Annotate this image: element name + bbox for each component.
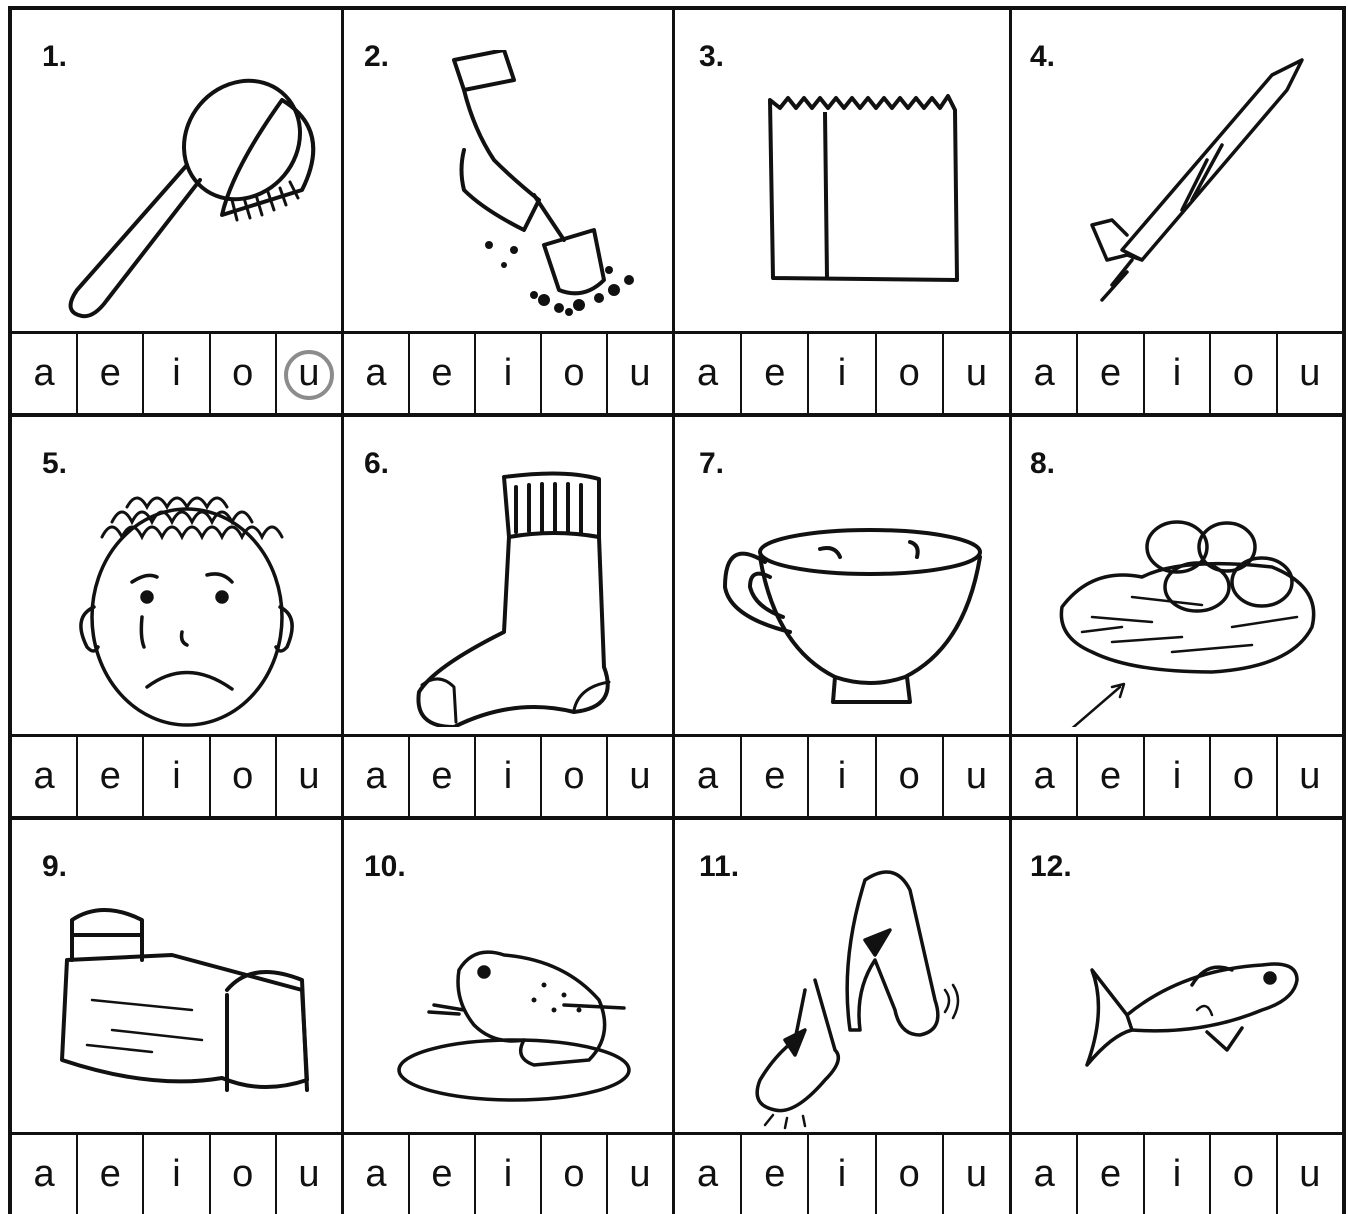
vowel-choices: [1012, 334, 1342, 413]
sad-face-icon: [32, 457, 322, 727]
digging-trowel-icon: [364, 50, 654, 320]
picture-area: [12, 10, 341, 334]
vowel-a[interactable]: a: [33, 755, 55, 797]
item-cell: [12, 820, 341, 1214]
item-cell: [341, 417, 672, 816]
vowel-i[interactable]: i: [807, 334, 874, 413]
vowel-a[interactable]: a: [1033, 755, 1055, 797]
item-number: 5.: [42, 447, 68, 480]
item-cell: [672, 10, 1009, 413]
vowel-o[interactable]: o: [540, 334, 606, 413]
vowel-choices: [675, 334, 1009, 413]
item-cell: [341, 820, 672, 1214]
item-cell: [672, 820, 1009, 1214]
vowel-u[interactable]: u: [275, 737, 341, 816]
item-cell: [12, 417, 341, 816]
vowel-e[interactable]: e: [740, 1135, 807, 1214]
tap-shoes-icon: [695, 860, 985, 1130]
vowel-i[interactable]: i: [1143, 1135, 1209, 1214]
picture-area: [12, 417, 341, 737]
vowel-a[interactable]: a: [33, 1153, 55, 1195]
vowel-u[interactable]: u: [606, 334, 672, 413]
vowel-i[interactable]: i: [474, 737, 540, 816]
vowel-u[interactable]: u: [275, 334, 341, 413]
frog-icon: [364, 860, 654, 1130]
vowel-o[interactable]: o: [540, 1135, 606, 1214]
vowel-choices: [1012, 737, 1342, 816]
vowel-i[interactable]: i: [807, 737, 874, 816]
picture-area: [344, 10, 672, 334]
picture-area: [675, 10, 1009, 334]
picture-area: [344, 417, 672, 737]
item-number: 10.: [364, 850, 406, 883]
vowel-a[interactable]: a: [697, 755, 719, 797]
vowel-u[interactable]: u: [1276, 1135, 1342, 1214]
vowel-a[interactable]: a: [1033, 1153, 1055, 1195]
picture-area: [675, 417, 1009, 737]
item-number: 4.: [1030, 40, 1056, 73]
vowel-i[interactable]: i: [142, 1135, 208, 1214]
fish-icon: [1032, 860, 1322, 1130]
vowel-o[interactable]: o: [209, 334, 275, 413]
item-cell: [12, 10, 341, 413]
vowel-e[interactable]: e: [740, 737, 807, 816]
jet-icon: [1032, 50, 1322, 320]
item-cell: [1009, 820, 1342, 1214]
vowel-a[interactable]: a: [365, 755, 387, 797]
item-number: 12.: [1030, 850, 1072, 883]
item-cell: [1009, 10, 1342, 413]
worksheet-row: [12, 10, 1342, 413]
worksheet-row: [12, 413, 1342, 816]
vowel-choices: [344, 334, 672, 413]
vowel-e[interactable]: e: [408, 737, 474, 816]
item-number: 6.: [364, 447, 390, 480]
vowel-i[interactable]: i: [1143, 737, 1209, 816]
vowel-a[interactable]: a: [697, 1153, 719, 1195]
vowel-choices: [344, 737, 672, 816]
vowel-o[interactable]: o: [875, 737, 942, 816]
vowel-choices: [1012, 1135, 1342, 1214]
worksheet-row: [12, 816, 1342, 1214]
vowel-o[interactable]: o: [209, 1135, 275, 1214]
item-number: 1.: [42, 40, 68, 73]
vowel-choices: [675, 1135, 1009, 1214]
vowel-u[interactable]: u: [942, 737, 1009, 816]
item-cell: [1009, 417, 1342, 816]
vowel-e[interactable]: e: [1076, 737, 1142, 816]
vowel-o[interactable]: o: [1209, 334, 1275, 413]
teacup-icon: [695, 457, 985, 727]
answer-circle: [284, 350, 334, 400]
vowel-e[interactable]: e: [740, 334, 807, 413]
vowel-e[interactable]: e: [408, 1135, 474, 1214]
vowel-a[interactable]: a: [1033, 352, 1055, 394]
vowel-u[interactable]: u: [1276, 737, 1342, 816]
picture-area: [675, 820, 1009, 1135]
item-number: 7.: [699, 447, 725, 480]
vowel-i[interactable]: i: [474, 334, 540, 413]
item-cell: [672, 417, 1009, 816]
item-number: 2.: [364, 40, 390, 73]
vowel-o[interactable]: o: [1209, 1135, 1275, 1214]
vowel-i[interactable]: i: [1143, 334, 1209, 413]
vowel-a[interactable]: a: [365, 352, 387, 394]
vowel-u[interactable]: u: [606, 737, 672, 816]
picture-area: [1012, 820, 1342, 1135]
vowel-o[interactable]: o: [540, 737, 606, 816]
vowel-o[interactable]: o: [875, 1135, 942, 1214]
vowel-worksheet: [8, 6, 1346, 1214]
bed-icon: [32, 860, 322, 1130]
vowel-choices: [12, 1135, 341, 1214]
item-number: 11.: [699, 850, 740, 883]
vowel-choices: [12, 737, 341, 816]
vowel-u[interactable]: u: [942, 1135, 1009, 1214]
vowel-i[interactable]: i: [142, 334, 208, 413]
nest-icon: [1032, 457, 1322, 727]
hairbrush-icon: [32, 50, 322, 320]
vowel-choices: [12, 334, 341, 413]
item-cell: [341, 10, 672, 413]
vowel-choices: [675, 737, 1009, 816]
vowel-e[interactable]: e: [76, 1135, 142, 1214]
vowel-i[interactable]: i: [807, 1135, 874, 1214]
picture-area: [1012, 417, 1342, 737]
picture-area: [12, 820, 341, 1135]
vowel-o[interactable]: o: [1209, 737, 1275, 816]
vowel-a[interactable]: a: [33, 352, 55, 394]
vowel-e[interactable]: e: [76, 737, 142, 816]
item-number: 8.: [1030, 447, 1056, 480]
vowel-u[interactable]: u: [275, 1135, 341, 1214]
vowel-choices: [344, 1135, 672, 1214]
vowel-e[interactable]: e: [1076, 334, 1142, 413]
item-number: 3.: [699, 40, 725, 73]
vowel-i[interactable]: i: [142, 737, 208, 816]
picture-area: [344, 820, 672, 1135]
vowel-e[interactable]: e: [408, 334, 474, 413]
vowel-i[interactable]: i: [474, 1135, 540, 1214]
vowel-a[interactable]: a: [697, 352, 719, 394]
vowel-o[interactable]: o: [209, 737, 275, 816]
vowel-u[interactable]: u: [606, 1135, 672, 1214]
vowel-u[interactable]: u: [942, 334, 1009, 413]
vowel-a[interactable]: a: [365, 1153, 387, 1195]
vowel-o[interactable]: o: [875, 334, 942, 413]
paper-bag-icon: [695, 50, 985, 320]
item-number: 9.: [42, 850, 68, 883]
vowel-e[interactable]: e: [1076, 1135, 1142, 1214]
sock-icon: [364, 457, 654, 727]
picture-area: [1012, 10, 1342, 334]
vowel-u[interactable]: u: [1276, 334, 1342, 413]
vowel-e[interactable]: e: [76, 334, 142, 413]
